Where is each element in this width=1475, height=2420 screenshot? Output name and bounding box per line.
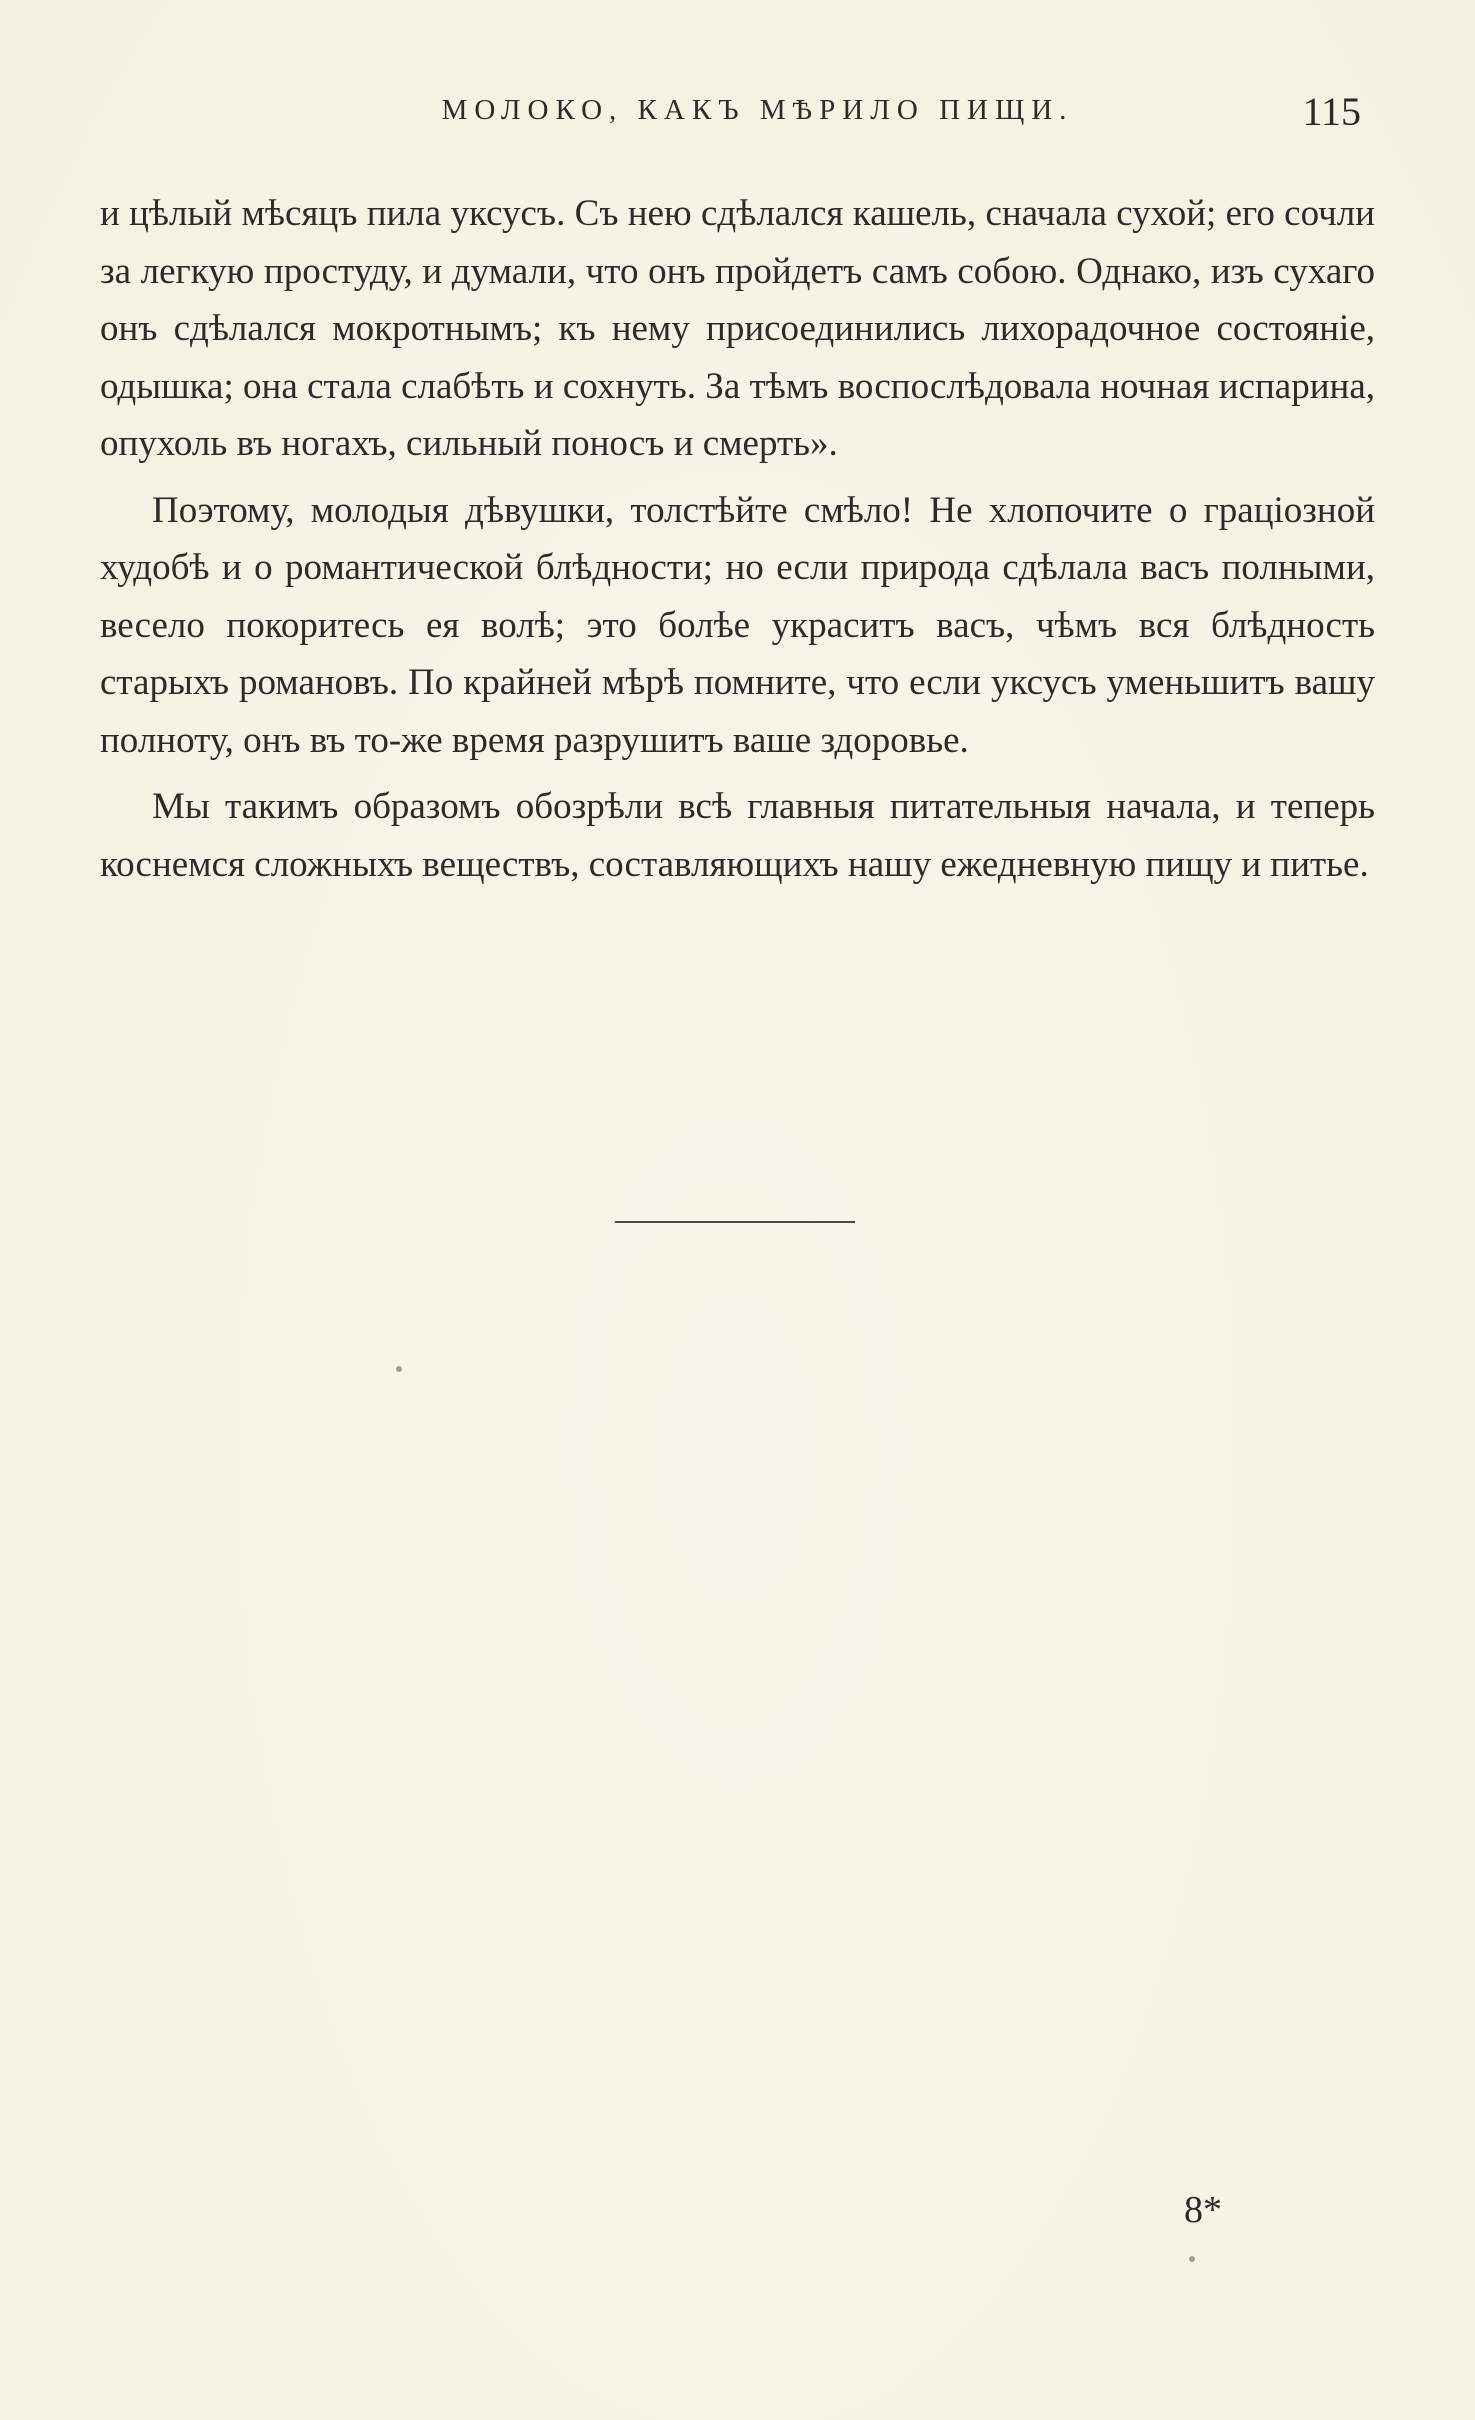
page-number: 115 (1302, 89, 1361, 134)
body-text (100, 185, 1375, 893)
paper-speck (1189, 2256, 1195, 2262)
paragraph: и цѣлый мѣсяцъ пила уксусъ. Съ нею сдѣлался кашель, сначала сухой; его сочли за легкую простуду, и думали, что онъ пройдетъ самъ собою. Однако, изъ сухаго онъ сдѣлался мокротнымъ; къ нему присоединились лихорадочное состояніе, одышка; она стала слабѣть и сохнуть. За тѣмъ воспослѣдовала ночная испарина, опухоль въ ногахъ, сильный поносъ и смерть». (100, 193, 1375, 464)
section-rule (615, 1221, 855, 1223)
page-header (100, 88, 1375, 148)
signature-mark: 8* (1184, 2189, 1222, 2231)
paper-speck (396, 1366, 402, 1372)
paragraph: Поэтому, молодыя дѣвушки, толстѣйте смѣло! Не хлопочите о граціозной худобѣ и о романтической блѣдности; но если природа сдѣлала васъ полными, весело покоритесь ея волѣ; это болѣе украситъ васъ, чѣмъ вся блѣдность старыхъ романовъ. По крайней мѣрѣ помните, что если уксусъ уменьшитъ вашу полноту, онъ въ то-же время разрушитъ ваше здоровье. (100, 489, 1375, 761)
running-head: МОЛОКО, КАКЪ МѢРИЛО ПИЩИ. (441, 94, 1074, 126)
paragraph: Мы такимъ образомъ обозрѣли всѣ главныя питательныя начала, и теперь коснемся сложныхъ веществъ, составляющихъ нашу ежедневную пищу и питье. (100, 786, 1375, 885)
